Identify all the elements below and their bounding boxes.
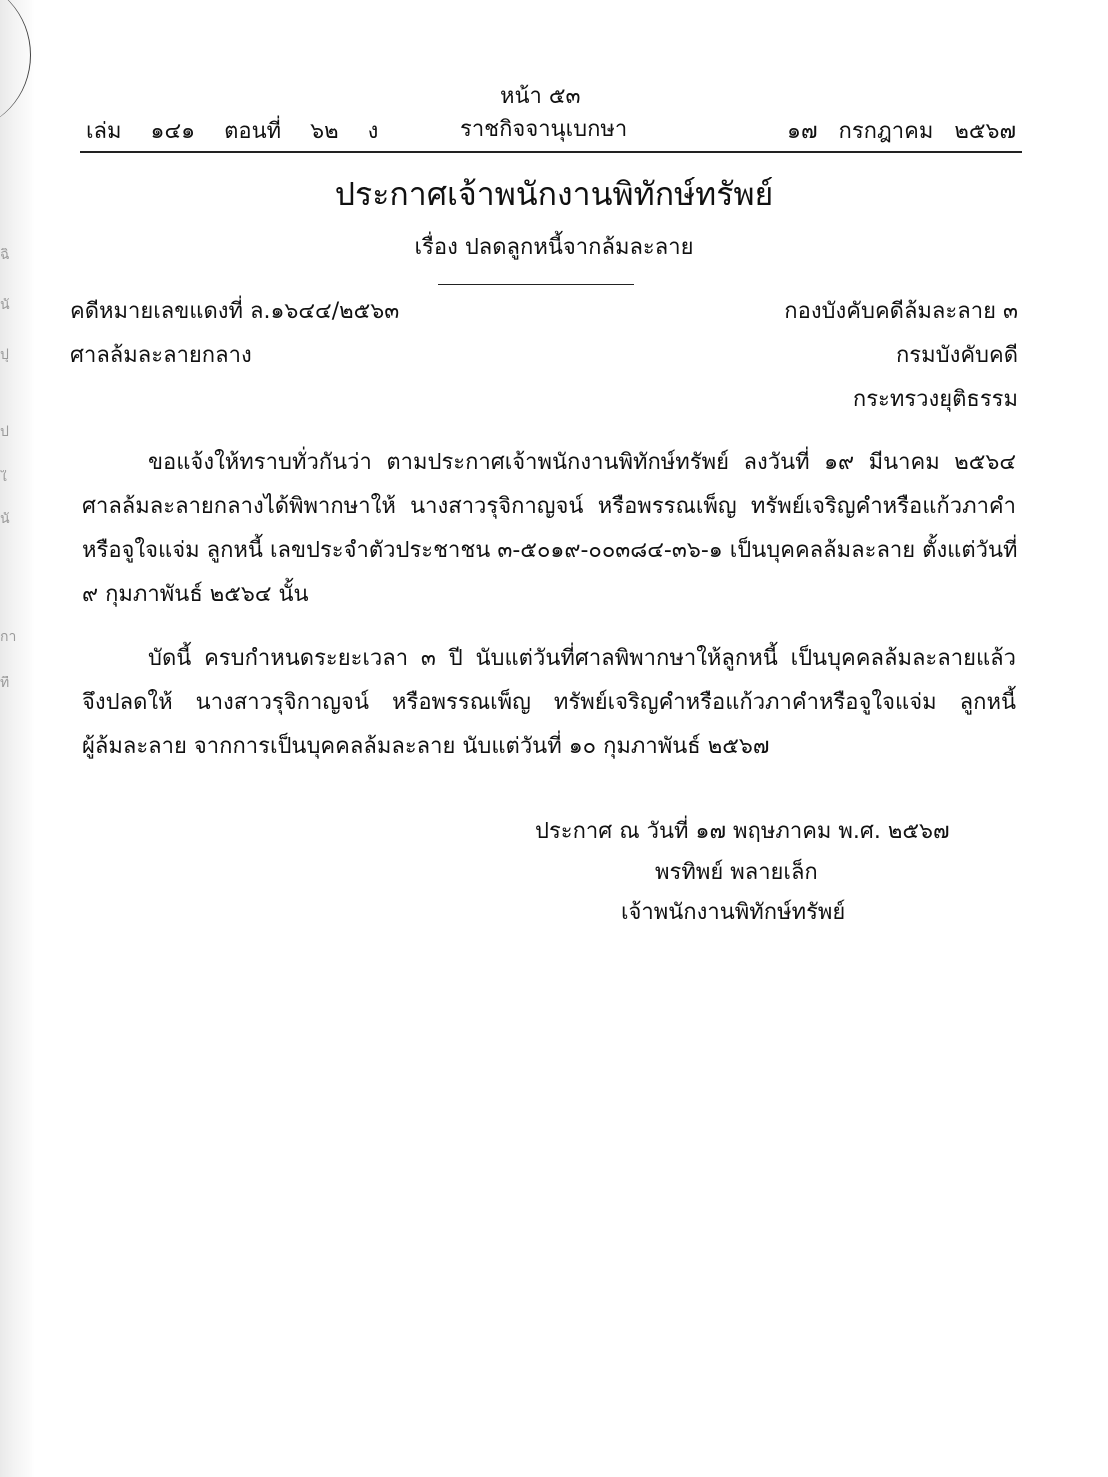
paragraph-line: ๙ กุมภาพันธ์ ๒๕๖๔ นั้น [82, 582, 309, 607]
volume-label: เล่ม [86, 119, 122, 144]
header-divider [80, 151, 1022, 153]
date-day: ๑๗ [787, 119, 818, 144]
bleed-through-mark: นั [0, 512, 10, 526]
bleed-through-mark: ปุ [0, 348, 9, 362]
issue-label: ตอนที่ [224, 119, 282, 144]
court-name: ศาลล้มละลายกลาง [70, 343, 252, 368]
bleed-through-mark: ที [0, 676, 10, 690]
office-ministry: กระทรวงยุติธรรม [852, 387, 1018, 412]
gazette-name: ราชกิจจานุเบกษา [460, 117, 628, 142]
paragraph-line: ผู้ล้มละลาย จากการเป็นบุคคลล้มละลาย นับแต่วันที่ ๑๐ กุมภาพันธ์ ๒๕๖๗ [82, 734, 770, 759]
volume-number: ๑๔๑ [150, 119, 196, 144]
date-month: กรกฎาคม [838, 119, 934, 144]
date-year: ๒๕๖๗ [954, 119, 1016, 144]
paragraph-line: จึงปลดให้ นางสาวรุจิกาญจน์ หรือพรรณเพ็ญ ทรัพย์เจริญคำหรือแก้วภาคำหรือจูใจแจ่ม ลูกหนี้ [82, 690, 1016, 715]
gazette-volume-issue [86, 117, 400, 147]
announcement-subject: เรื่อง ปลดลูกหนี้จากล้มละลาย [414, 235, 694, 260]
section-letter: ง [367, 119, 379, 144]
announcement-date: ประกาศ ณ วันที่ ๑๗ พฤษภาคม พ.ศ. ๒๕๖๗ [535, 819, 950, 844]
bleed-through-mark: ฉิ [0, 248, 10, 262]
gazette-date [787, 117, 1016, 147]
paragraph-line: ศาลล้มละลายกลางได้พิพากษาให้ นางสาวรุจิกาญจน์ หรือพรรณเพ็ญ ทรัพย์เจริญคำหรือแก้วภาคำ [82, 494, 1016, 519]
bleed-through-mark: กา [0, 630, 17, 644]
binding-edge [0, 0, 34, 1477]
paragraph-line: หรือจูใจแจ่ม ลูกหนี้ เลขประจำตัวประชาชน ๓-๕๐๑๙-๐๐๓๘๔-๓๖-๑ เป็นบุคคลล้มละลาย ตั้งแต่วันที่ [82, 538, 1018, 563]
body-paragraph-1 [82, 441, 1016, 617]
issue-number: ๖๒ [310, 119, 339, 144]
body-paragraph-2 [82, 637, 1016, 769]
bleed-through-mark: ป [0, 425, 9, 439]
signatory-name: พรทิพย์ พลายเล็ก [655, 860, 818, 885]
signatory-position: เจ้าพนักงานพิทักษ์ทรัพย์ [621, 900, 846, 925]
office-department: กรมบังคับคดี [895, 343, 1018, 368]
paragraph-line: บัดนี้ ครบกำหนดระยะเวลา ๓ ปี นับแต่วันที่ศาลพิพากษาให้ลูกหนี้ เป็นบุคคลล้มละลายแล้ว [148, 646, 1016, 671]
bleed-through-mark: ใ [0, 470, 7, 484]
paragraph-line: ขอแจ้งให้ทราบทั่วกันว่า ตามประกาศเจ้าพนักงานพิทักษ์ทรัพย์ ลงวันที่ ๑๙ มีนาคม ๒๕๖๔ [148, 450, 1016, 475]
red-case-number: คดีหมายเลขแดงที่ ล.๑๖๔๔/๒๕๖๓ [70, 299, 400, 324]
office-division: กองบังคับคดีล้มละลาย ๓ [784, 299, 1018, 324]
announcement-title: ประกาศเจ้าพนักงานพิทักษ์ทรัพย์ [334, 175, 774, 213]
title-underline [438, 284, 634, 285]
bleed-through-mark: นั [0, 298, 10, 312]
gazette-page-number: หน้า ๕๓ [500, 84, 581, 109]
